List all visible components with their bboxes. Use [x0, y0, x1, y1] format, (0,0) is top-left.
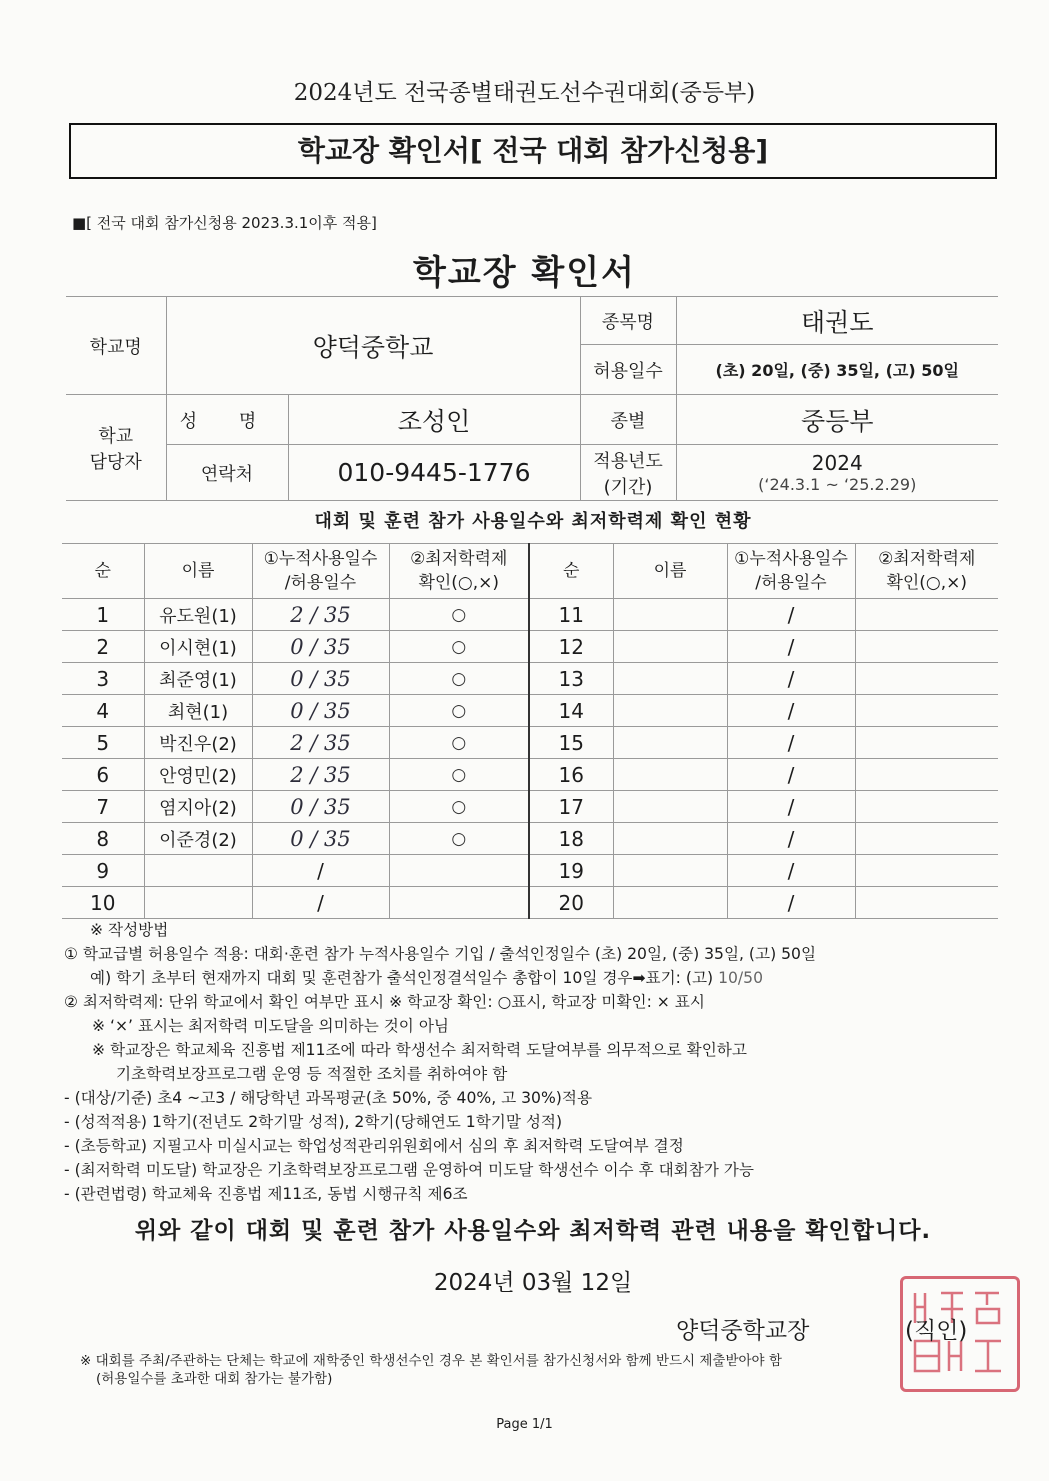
row-name: 최준영(1) — [144, 663, 252, 695]
note-1: ① 학교급별 허용일수 적용: 대회·훈련 참가 누적사용일수 기입 / 출석인정일수 (초) 20일, (중) 35일, (고) 50일 — [64, 945, 817, 963]
table-row — [62, 663, 998, 695]
division-value: 중등부 — [676, 395, 998, 445]
table-row — [62, 855, 998, 887]
contact-group-label — [66, 395, 166, 501]
table-row — [62, 759, 998, 791]
application-note: ■[ 전국 대회 참가신청용 2023.3.1이후 적용] — [72, 214, 377, 232]
name-label: 성 명 — [166, 395, 288, 445]
row-name — [613, 599, 727, 631]
detail-1: - (대상/기준) 초4 ~고3 / 해당학년 과목평균(초 50%, 중 40%, 고 30%)적용 — [64, 1089, 593, 1107]
note-1-example — [64, 966, 1004, 990]
year-period: (‘24.3.1 ~ ‘25.2.29) — [758, 475, 917, 494]
table-row — [62, 887, 998, 919]
header-check-right-1: ②최저학력제 — [878, 549, 976, 569]
row-days: 2 / 35 — [252, 599, 389, 631]
header-name: 이름 — [144, 544, 252, 599]
row-check: ○ — [389, 599, 529, 631]
note-1-example-text: 예) 학기 초부터 현재까지 대회 및 훈련참가 출석인정결석일수 총합이 10일 경우➡표기: (고) — [90, 969, 714, 987]
header-days-right — [727, 544, 855, 599]
header-days-right-1: ①누적사용일수 — [734, 549, 848, 569]
header-check-1: ②최저학력제 — [410, 549, 508, 569]
confirmation-statement: 위와 같이 대회 및 훈련 참가 사용일수와 최저학력 관련 내용을 확인합니다. — [134, 1218, 932, 1244]
table-row — [62, 695, 998, 727]
row-days: / — [252, 887, 389, 919]
footnote-line-2: (허용일수를 초과한 대회 참가는 불가함) — [96, 1371, 333, 1387]
row-no: 10 — [62, 887, 144, 919]
notes-heading: ※ 작성방법 — [90, 921, 169, 939]
row-check — [389, 887, 529, 919]
row-days: 0 / 35 — [252, 631, 389, 663]
principal-name: 양덕중학교장 — [676, 1318, 810, 1344]
row-days: / — [727, 823, 855, 855]
page-number: Page 1/1 — [496, 1417, 553, 1432]
header-name-right: 이름 — [613, 544, 727, 599]
row-name — [613, 855, 727, 887]
row-name: 유도원(1) — [144, 599, 252, 631]
header-no: 순 — [62, 544, 144, 599]
header-no-right: 순 — [529, 544, 613, 599]
detail-2: - (성적적용) 1학기(전년도 2학기말 성적), 2학기(당해연도 1학기말 성적) — [64, 1113, 563, 1131]
row-no: 7 — [62, 791, 144, 823]
header-days-right-2: /허용일수 — [755, 573, 827, 593]
school-value: 양덕중학교 — [166, 297, 580, 395]
header-days — [252, 544, 389, 599]
row-check — [855, 727, 998, 759]
student-table — [62, 543, 998, 919]
main-title: 학교장 확인서 — [413, 253, 636, 293]
row-days: 0 / 35 — [252, 791, 389, 823]
row-name: 최현(1) — [144, 695, 252, 727]
note-2: ② 최저학력제: 단위 학교에서 확인 여부만 표시 ※ 학교장 확인: ○표시, 학교장 미확인: × 표시 — [64, 993, 705, 1011]
row-name — [613, 631, 727, 663]
row-check — [855, 695, 998, 727]
header-check — [389, 544, 529, 599]
row-name — [144, 855, 252, 887]
row-no: 6 — [62, 759, 144, 791]
row-no: 14 — [529, 695, 613, 727]
submission-footnote — [80, 1352, 782, 1388]
boxed-title: 학교장 확인서[ 전국 대회 참가신청용] — [69, 123, 997, 179]
row-check: ○ — [389, 695, 529, 727]
header-check-right-2: 확인(○,×) — [886, 573, 968, 593]
row-days: / — [727, 631, 855, 663]
table-title: 대회 및 훈련 참가 사용일수와 최저학력제 확인 현황 — [314, 511, 752, 532]
table-row — [62, 631, 998, 663]
phone-value: 010-9445-1776 — [288, 445, 580, 501]
row-no: 12 — [529, 631, 613, 663]
row-check: ○ — [389, 727, 529, 759]
row-name — [613, 887, 727, 919]
row-days: / — [252, 855, 389, 887]
year-cell — [676, 445, 998, 501]
competition-title: 2024년도 전국종별태권도선수권대회(중등부) — [293, 80, 756, 106]
detail-3: - (초등학교) 지필고사 미실시교는 학업성적관리위원회에서 심의 후 최저학력 도달여부 결정 — [64, 1137, 684, 1155]
row-days: / — [727, 791, 855, 823]
row-check: ○ — [389, 663, 529, 695]
instructions — [64, 918, 1004, 1206]
row-name — [613, 759, 727, 791]
row-check — [855, 599, 998, 631]
seal-label: (직인) — [905, 1318, 968, 1344]
header-check-2: 확인(○,×) — [418, 573, 500, 593]
table-row — [62, 727, 998, 759]
row-name: 이시현(1) — [144, 631, 252, 663]
year-value: 2024 — [811, 451, 863, 475]
row-days: / — [727, 599, 855, 631]
row-days: / — [727, 695, 855, 727]
row-days: 0 / 35 — [252, 663, 389, 695]
row-no: 3 — [62, 663, 144, 695]
row-days: 2 / 35 — [252, 727, 389, 759]
row-name — [613, 727, 727, 759]
row-no: 9 — [62, 855, 144, 887]
row-check — [855, 855, 998, 887]
contact-label-2: 담당자 — [89, 451, 142, 473]
sport-value: 태권도 — [676, 297, 998, 345]
detail-5: - (관련법령) 학교체육 진흥법 제11조, 동법 시행규칙 제6조 — [64, 1185, 468, 1203]
row-days: 2 / 35 — [252, 759, 389, 791]
row-no: 15 — [529, 727, 613, 759]
row-check — [855, 631, 998, 663]
header-days-2: /허용일수 — [284, 573, 357, 593]
row-no: 19 — [529, 855, 613, 887]
table-row — [62, 791, 998, 823]
row-days: / — [727, 663, 855, 695]
row-check — [855, 887, 998, 919]
header-check-right — [855, 544, 998, 599]
row-no: 16 — [529, 759, 613, 791]
row-no: 5 — [62, 727, 144, 759]
row-no: 13 — [529, 663, 613, 695]
allowed-label: 허용일수 — [580, 345, 676, 395]
row-no: 1 — [62, 599, 144, 631]
row-name: 이준경(2) — [144, 823, 252, 855]
row-no: 18 — [529, 823, 613, 855]
note-2-b: ※ 학교장은 학교체육 진흥법 제11조에 따라 학생선수 최저학력 도달여부를 의무적으로 확인하고 — [92, 1041, 747, 1059]
note-1-example-value: 10/50 — [718, 969, 764, 987]
table-row — [62, 599, 998, 631]
phone-label: 연락처 — [166, 445, 288, 501]
info-table — [66, 296, 998, 501]
row-days: / — [727, 887, 855, 919]
row-name — [613, 695, 727, 727]
row-no: 2 — [62, 631, 144, 663]
footnote-line-1: ※ 대회를 주최/주관하는 단체는 학교에 재학중인 학생선수인 경우 본 확인서를 참가신청서와 함께 반드시 제출받아야 함 — [80, 1353, 782, 1369]
row-check — [855, 823, 998, 855]
row-no: 17 — [529, 791, 613, 823]
name-value: 조성인 — [288, 395, 580, 445]
year-label — [580, 445, 676, 501]
school-label: 학교명 — [66, 297, 166, 395]
row-check — [389, 855, 529, 887]
row-no: 20 — [529, 887, 613, 919]
sport-label: 종목명 — [580, 297, 676, 345]
row-check — [855, 791, 998, 823]
year-label-1: 적용년도 — [593, 450, 663, 472]
row-check — [855, 759, 998, 791]
row-name — [144, 887, 252, 919]
division-label: 종별 — [580, 395, 676, 445]
row-name: 박진우(2) — [144, 727, 252, 759]
row-name — [613, 663, 727, 695]
note-2-a: ※ ‘×’ 표시는 최저학력 미도달을 의미하는 것이 아님 — [92, 1017, 449, 1035]
row-no: 4 — [62, 695, 144, 727]
row-no: 11 — [529, 599, 613, 631]
detail-4: - (최저학력 미도달) 학교장은 기초학력보장프로그램 운영하여 미도달 학생선수 이수 후 대회참가 가능 — [64, 1161, 754, 1179]
row-name — [613, 791, 727, 823]
row-check: ○ — [389, 759, 529, 791]
header-days-1: ①누적사용일수 — [263, 549, 378, 569]
row-check — [855, 663, 998, 695]
row-no: 8 — [62, 823, 144, 855]
allowed-value: (초) 20일, (중) 35일, (고) 50일 — [676, 345, 998, 395]
table-row — [62, 823, 998, 855]
row-days: / — [727, 727, 855, 759]
issue-date: 2024년 03월 12일 — [433, 1270, 633, 1296]
contact-label-1: 학교 — [98, 425, 134, 447]
row-name — [613, 823, 727, 855]
row-days: / — [727, 759, 855, 791]
row-check: ○ — [389, 631, 529, 663]
note-2-c: 기초학력보장프로그램 운영 등 적절한 조치를 취하여야 함 — [116, 1065, 508, 1083]
year-label-2: (기간) — [603, 476, 653, 498]
row-days: 0 / 35 — [252, 695, 389, 727]
row-check: ○ — [389, 823, 529, 855]
row-check: ○ — [389, 791, 529, 823]
row-days: 0 / 35 — [252, 823, 389, 855]
row-name: 염지아(2) — [144, 791, 252, 823]
row-days: / — [727, 855, 855, 887]
row-name: 안영민(2) — [144, 759, 252, 791]
